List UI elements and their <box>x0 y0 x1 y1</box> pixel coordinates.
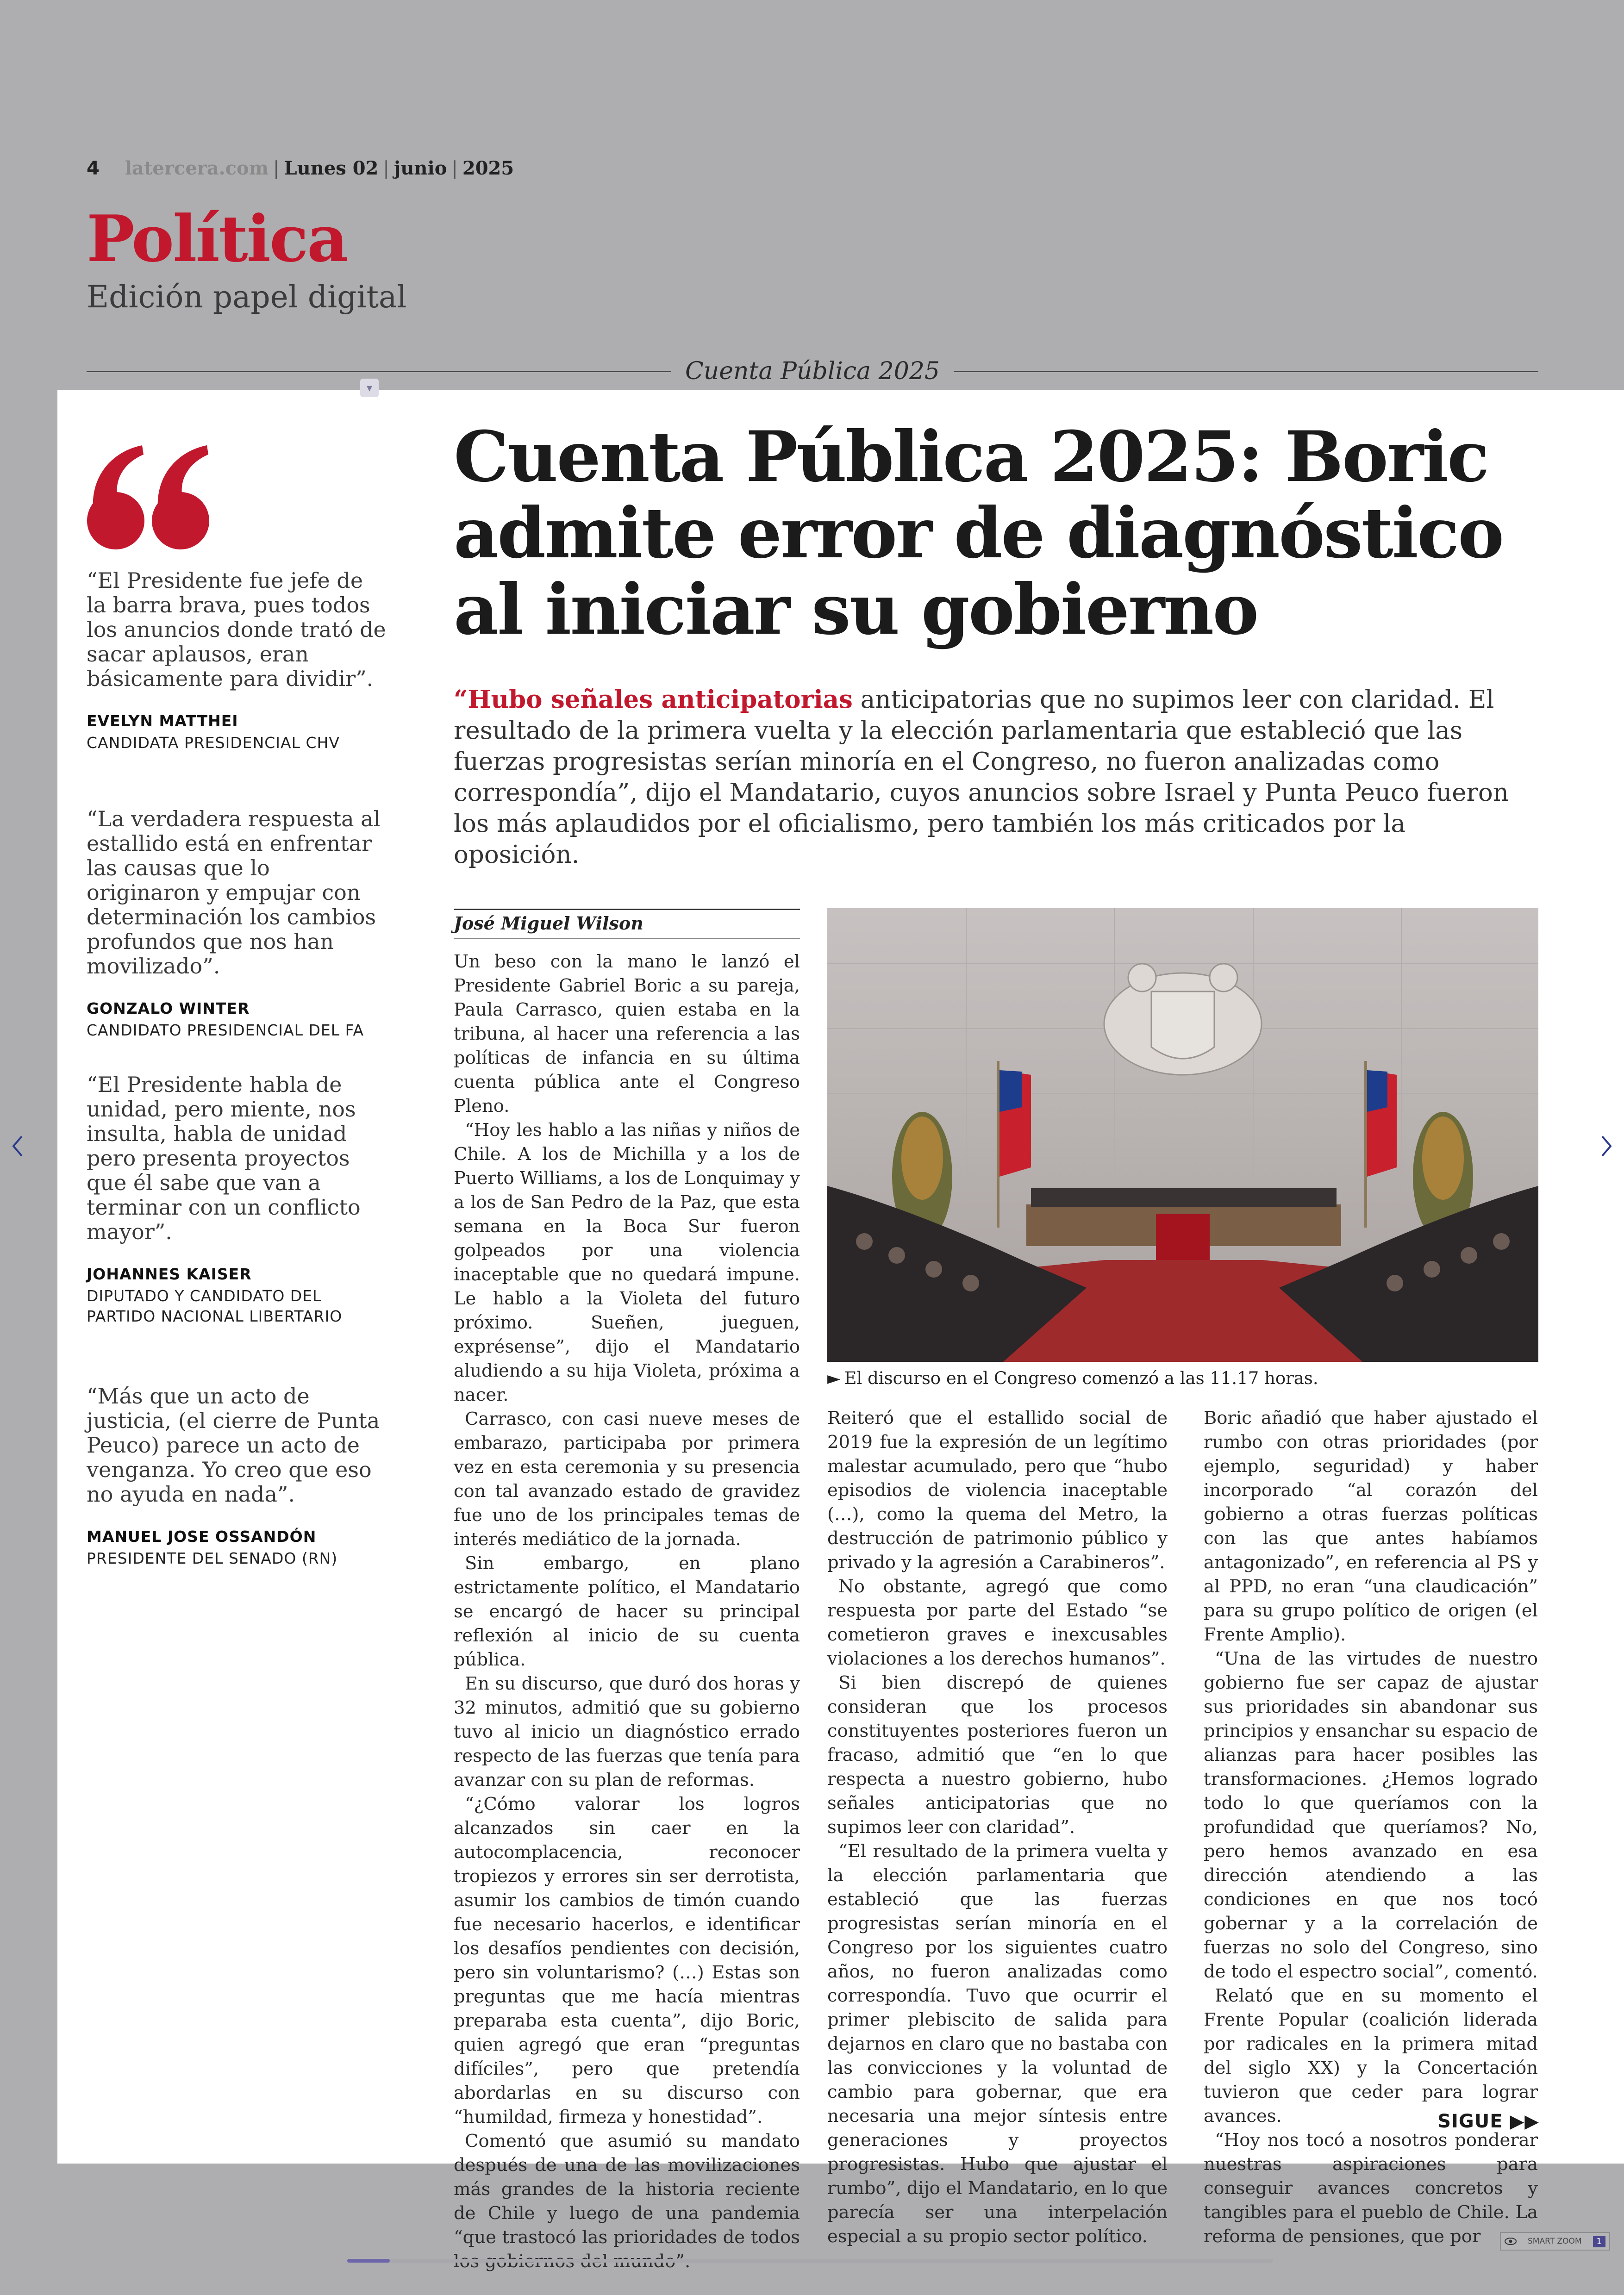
lead-emphasis: “Hubo señales anticipatorias <box>454 685 853 714</box>
article-headline: Cuenta Pública 2025: Boric admite error de diagnóstico al iniciar su gobierno <box>454 416 1503 650</box>
date-year: 2025 <box>462 157 514 179</box>
quote-item <box>87 1384 387 1569</box>
rubric-row <box>87 355 1538 387</box>
photo-caption <box>827 1368 1538 1388</box>
paragraph: Comentó que asumió su mandato después de una de las movilizaciones más grandes de la historia reciente de Chile y luego de una pandemia “que trastocó las prioridades de todos <box>454 2131 800 2248</box>
quote-item <box>87 1073 387 1327</box>
article-column-1 <box>454 950 800 2274</box>
masthead-meta <box>87 157 1538 179</box>
quote-text: “El Presidente habla de unidad, pero miente, nos insulta, habla de unidad pero presenta proyectos que él sabe que van a terminar con un conflicto mayor”. <box>87 1072 361 1244</box>
quote-author: MANUEL JOSE OSSANDÓN <box>87 1528 317 1546</box>
chevron-right-icon <box>1599 1135 1613 1158</box>
eye-icon <box>1505 2238 1517 2245</box>
lead-text: anticipatorias que no supimos leer con claridad. El resultado de la primera vuelta y la elección parlamentaria que estableció que las fuerzas progresistas serían minoría en el Congreso, no fueron analizadas como correspondía”, dijo el Mandatario, cuyos anuncios sobre Israel y Punta Peuco fueron los más aplaudidos por el oficialismo, pero también los más criticados por la oposición. <box>454 686 1509 869</box>
paragraph: “¿Cómo valorar los logros alcanzados sin caer en la autocomplacencia, reconocer tropiezos y errores sin ser derrotista, asumir los cambios de timón cuando fue necesario hacerlos, e identificar los desafíos pendientes con decisión, pero sin voluntarismo? (…) Estas son preguntas que me hacía mientras preparaba esta cuenta”, dijo Boric, quien agregó que eran “preguntas difíciles”, pero que pretendía abordarlas en su discurso con “humildad, firmeza y honestidad”. <box>454 1794 800 2127</box>
rubric-title: Cuenta Pública 2025 <box>685 357 940 385</box>
paragraph: Reiteró que el estallido social de 2019 fue la expresión de un legítimo malestar acumulado, pero que “hubo episodios de violencia inaceptable (…), como la quema del Metro, la destrucción de patrimonio público y privado y la agresión a Carabineros”. <box>827 1408 1168 1573</box>
smart-zoom-label: SMART ZOOM <box>1528 2237 1582 2246</box>
paragraph: “El resultado de la primera vuelta y la elección parlamentaria que estableció que las fuerzas progresistas serían minoría en el Congreso por los siguientes cuatro años, no fueron analizadas como correspondía. Tuvo que ocurrir el primer plebiscito de salida para dejarnos en claro que no bastaba con las convicciones y la voluntad de cambio para gobernar, que era necesaria una mejor síntesis entre generaciones y proyectos progresistas. Hubo que ajustar el rumbo”, dijo el Mandatario, en lo que parecía ser una interpelación especial a su propio sector político. <box>827 1841 1168 2247</box>
byline: José Miguel Wilson <box>454 913 643 934</box>
page-scroll-track[interactable] <box>347 2259 1273 2263</box>
paragraph: Un beso con la mano le lanzó el Presidente Gabriel Boric a su pareja, Paula Carrasco, quien estaba en la tribuna, al hacer una referencia a las políticas de infancia en su última cuenta pública ante el Congreso Pleno. <box>454 951 800 1116</box>
paragraph: Sin embargo, en plano estrictamente político, el Mandatario se encargó de hacer su principal reflexión al inicio de su cuenta pública. <box>454 1553 800 1670</box>
caption-text: El discurso en el Congreso comenzó a las 11.17 horas. <box>844 1368 1318 1388</box>
quote-author-role: DIPUTADO Y CANDIDATO DEL PARTIDO NACIONAL LIBERTARIO <box>87 1287 343 1325</box>
continue-label: SIGUE ▶▶ <box>1437 2111 1539 2132</box>
quote-text: “La verdadera respuesta al estallido está en enfrentar las causas que lo originaron y empujar con determinación los cambios profundos que nos han movilizado”. <box>87 806 381 979</box>
caption-arrow-icon: ► <box>827 1368 841 1388</box>
quote-author-role: CANDIDATA PRESIDENCIAL CHV <box>87 734 340 752</box>
page-number: 4 <box>87 158 100 179</box>
page-marker-icon[interactable]: ▾ <box>360 379 379 397</box>
quote-author: EVELYN MATTHEI <box>87 712 238 730</box>
paragraph: Carrasco, con casi nueve meses de embarazo, participaba por primera vez en esta ceremonia y su presencia con tal avanzado estado de gravidez fue uno de los principales temas de interés mediático de la jornada. <box>454 1409 800 1550</box>
quote-author-role: CANDIDATO PRESIDENCIAL DEL FA <box>87 1021 364 1039</box>
prev-page-button[interactable] <box>4 1128 31 1165</box>
quote-author-role: PRESIDENTE DEL SENADO (RN) <box>87 1549 338 1567</box>
paragraph: Si bien discrepó de quienes consideran que los procesos constituyentes posteriores fueron un fracaso, admitió que “en lo que respecta a nuestro gobierno, hubo señales anticipatorias que no supimos leer con claridad”. <box>827 1672 1168 1838</box>
rubric-line-right <box>954 371 1538 372</box>
next-page-button[interactable] <box>1593 1128 1620 1165</box>
separator: | <box>273 158 280 179</box>
paragraph: Boric añadió que haber ajustado el rumbo con otras prioridades (por ejemplo, seguridad) y haber incorporado “al corazón del gobierno a otras fuerzas políticas con las que antes habíamos antagonizado”, en referencia al PS y al PPD, no eran “una claudicación” para su grupo político de origen (el Frente Amplio). <box>1204 1408 1538 1645</box>
quote-item <box>87 807 387 1041</box>
site-name: latercera.com <box>125 157 269 179</box>
paragraph: En su discurso, que duró dos horas y 32 minutos, admitió que su gobierno tuvo al inicio un diagnóstico errado respecto de las fuerzas que tenía para avanzar con su plan de reformas. <box>454 1673 800 1790</box>
smart-zoom-control[interactable] <box>1500 2232 1610 2251</box>
chevron-left-icon <box>11 1135 25 1158</box>
quote-text: “Más que un acto de justicia, (el cierre de Punta Peuco) parece un acto de venganza. Yo creo que eso no ayuda en nada”. <box>87 1384 380 1507</box>
separator: | <box>451 158 458 179</box>
edition-label: Edición papel digital <box>87 279 407 315</box>
quote-author: GONZALO WINTER <box>87 999 250 1017</box>
page-scroll-thumb[interactable] <box>347 2259 390 2263</box>
paragraph: “Hoy nos tocó a nosotros ponderar nuestras aspiraciones para conseguir avances concretos y tangibles para el pueblo de Chile. La reforma de pensiones, que por <box>1204 2130 1538 2247</box>
page-header <box>87 157 1538 315</box>
quote-item <box>87 568 387 753</box>
zoom-level: 1 <box>1593 2236 1605 2247</box>
divider <box>454 909 800 910</box>
paragraph: “Hoy les hablo a las niñas y niños de Chile. A los de Michilla y a los de Puerto Williams, a los de Lonquimay y a los de San Pedro de la Paz, que esta semana en la Boca Sur fueron golpeados por una violencia inaceptable que no quedará impune. Le hablo a la Violeta del futuro próximo. Sueñen, jueguen, exprésense”, dijo el Mandatario aludiendo a su hija Violeta, próxima a nacer. <box>454 1120 800 1405</box>
congress-photo <box>827 908 1538 1362</box>
paragraph: No obstante, agregó que como respuesta por parte del Estado “se cometieron graves e inexcusables violaciones a los derechos humanos”. <box>827 1576 1168 1669</box>
quote-text: “El Presidente fue jefe de la barra brava, pues todos los anuncios donde trató de sacar aplausos, eran básicamente para dividir”. <box>87 568 386 691</box>
section-title: Política <box>87 201 347 276</box>
quote-mark-icon <box>84 440 223 551</box>
separator: | <box>383 158 389 179</box>
article-lead <box>454 684 1537 870</box>
date-day: Lunes 02 <box>284 157 379 179</box>
rubric-line-left <box>87 371 671 372</box>
paragraph: Relató que en su momento el Frente Popular (coalición liderada por radicales en la primera mitad del siglo XX) y la Concertación tuvieron que ceder para lograr avances. <box>1204 1985 1538 2127</box>
divider <box>454 938 800 939</box>
quote-author: JOHANNES KAISER <box>87 1265 252 1283</box>
article-column-2 <box>827 1406 1168 2249</box>
paragraph: “Una de las virtudes de nuestro gobierno fue ser capaz de ajustar sus prioridades sin abandonar sus principios y ensanchar su espacio de alianzas para hacer posibles las transformaciones. ¿Hemos logrado todo lo que queríamos con la profundidad que queríamos? No, pero hemos avanzado en esa dirección atendiendo a las condiciones en que nos tocó gobernar y a la correlación de fuerzas no solo del Congreso, sino de todo el espectro social”, comentó. <box>1204 1648 1538 1982</box>
date-month: junio <box>394 157 447 179</box>
